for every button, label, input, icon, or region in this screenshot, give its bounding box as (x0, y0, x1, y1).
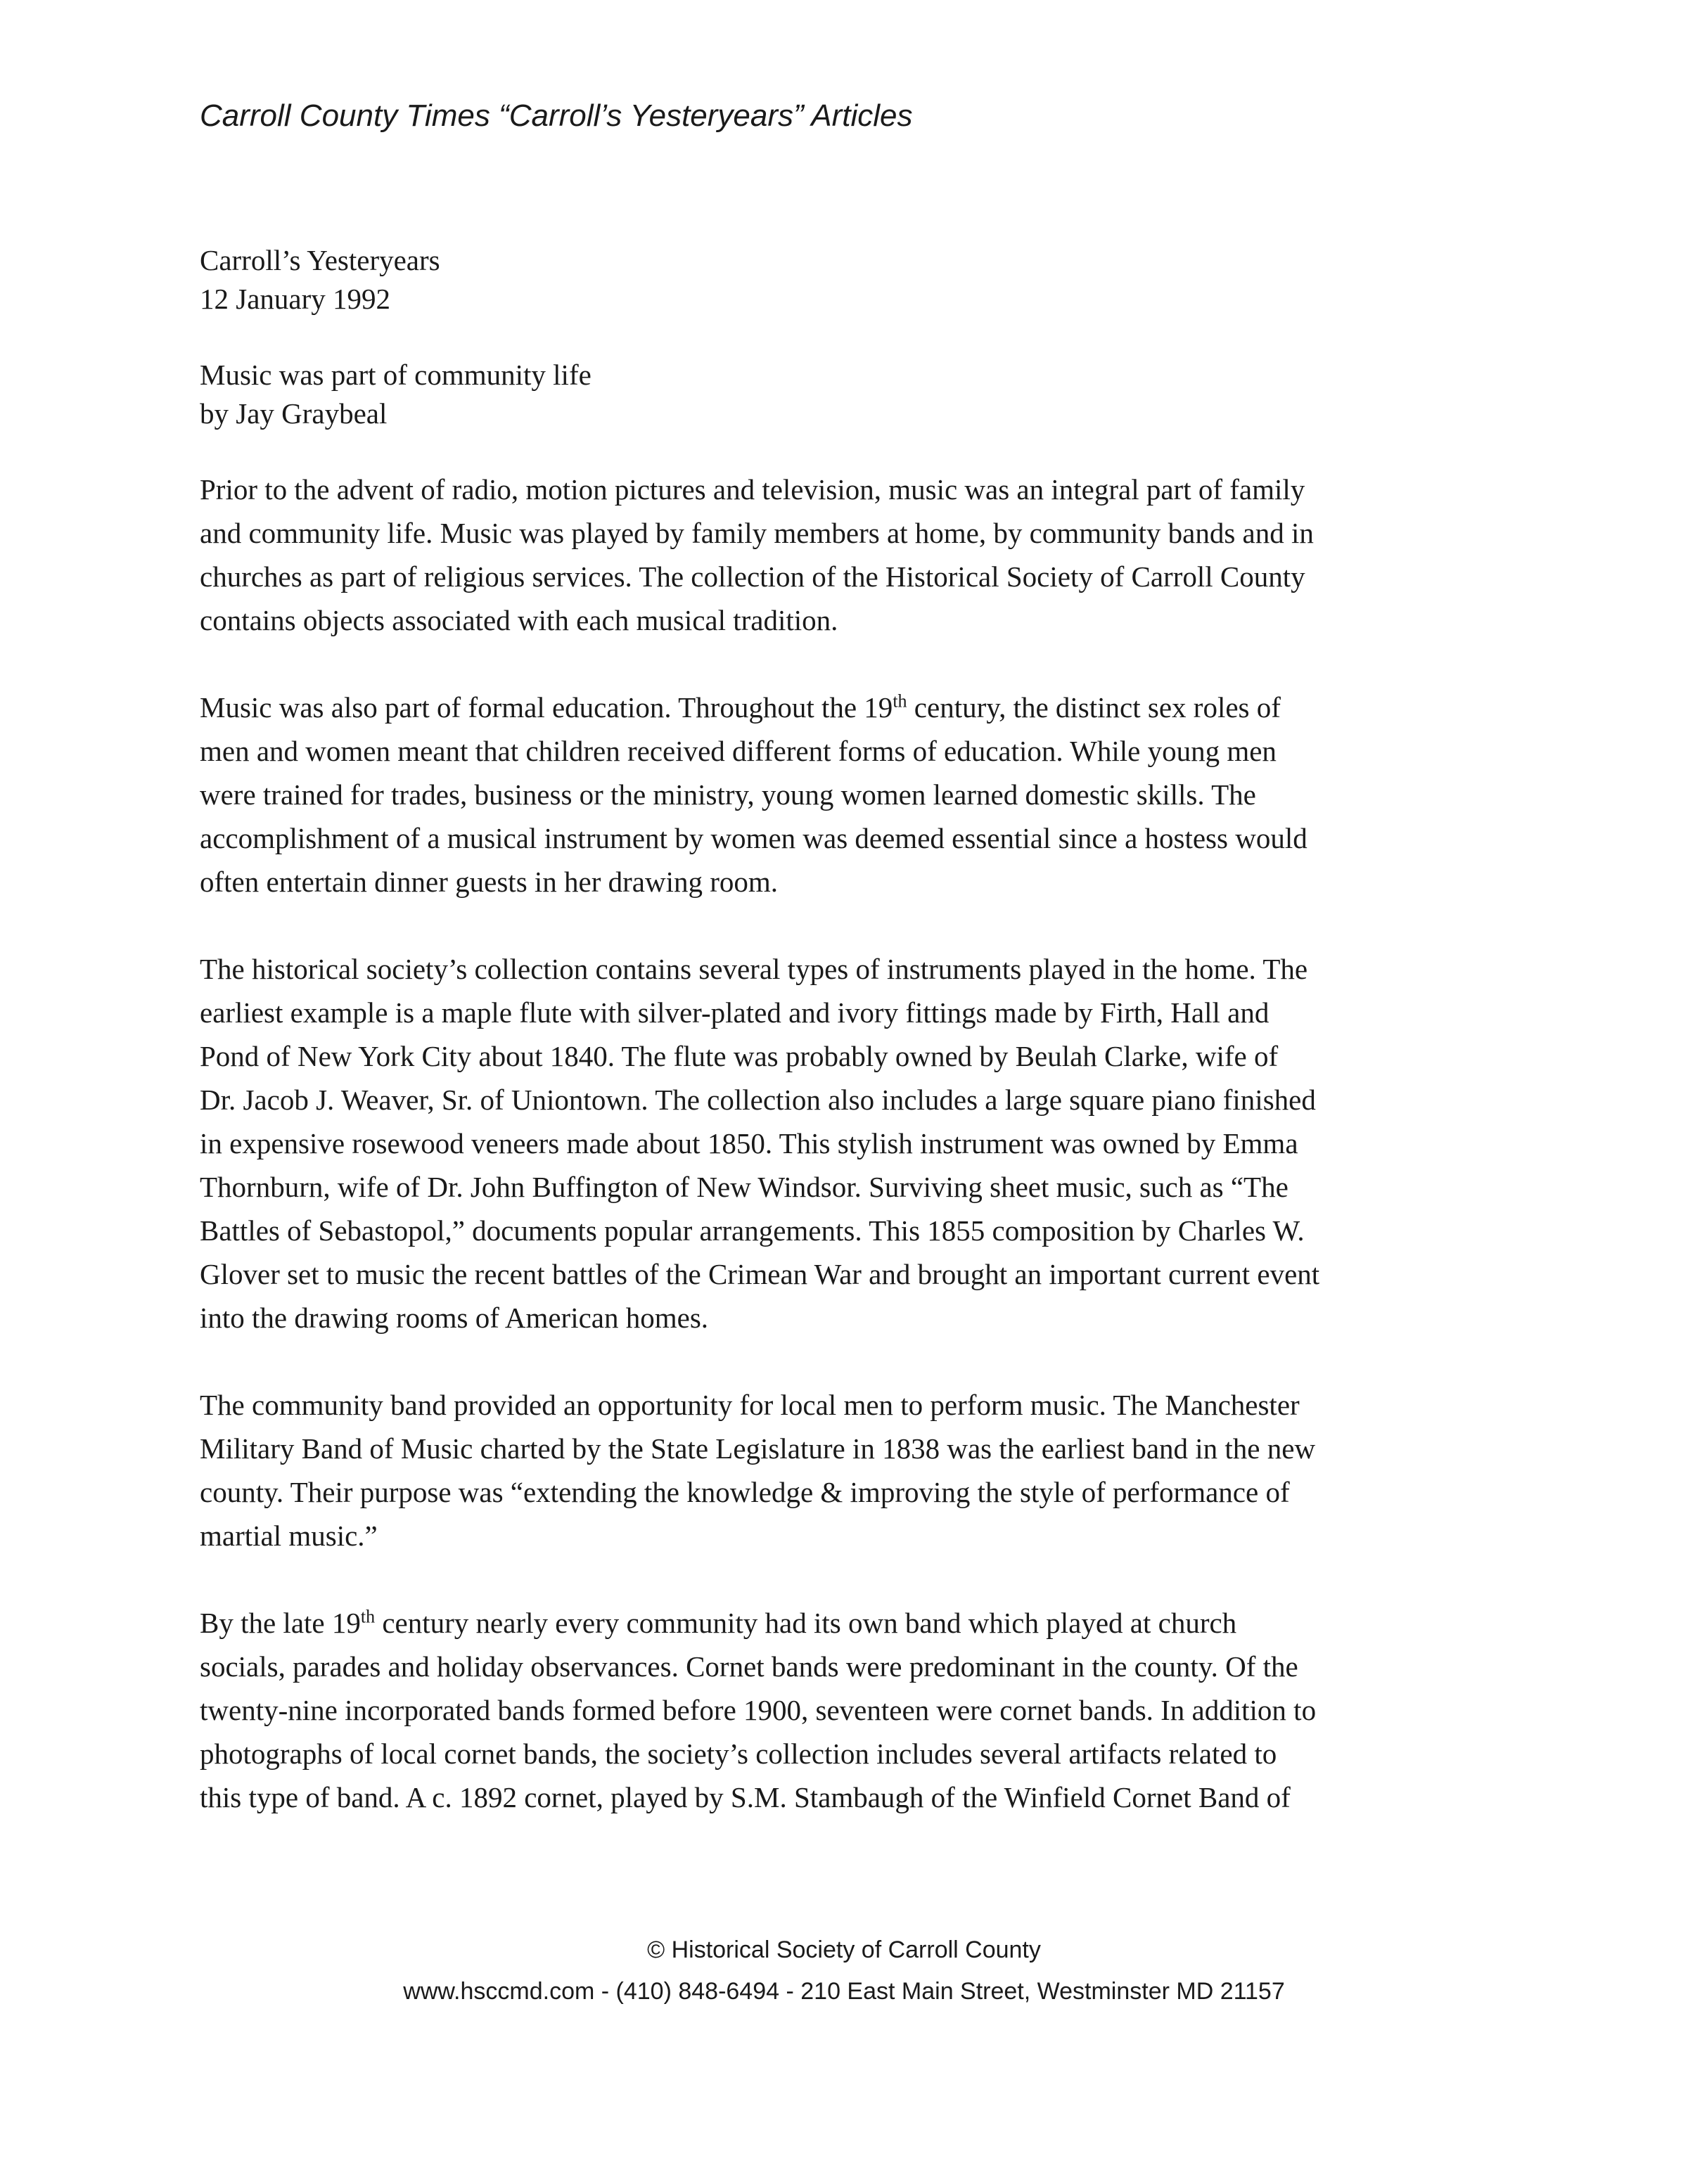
article-heading (200, 356, 592, 433)
footer-copyright: © Historical Society of Carroll County (647, 1936, 1041, 1963)
text-line (200, 686, 1508, 729)
text-line: men and women meant that children received different forms of education. While young men (200, 735, 1277, 767)
text-line: socials, parades and holiday observances. Cornet bands were predominant in the county. Of the (200, 1650, 1298, 1683)
article-column-info (200, 241, 440, 319)
text-line: Pond of New York City about 1840. The flute was probably owned by Beulah Clarke, wife of (200, 1040, 1279, 1072)
article-byline: by Jay Graybeal (200, 397, 388, 430)
paragraph-5 (200, 1601, 1508, 1819)
text-line: Dr. Jacob J. Weaver, Sr. of Uniontown. The collection also includes a large square piano finished (200, 1084, 1316, 1116)
text-line: contains objects associated with each musical tradition. (200, 604, 838, 636)
text-line (200, 1601, 1508, 1645)
text-line: Glover set to music the recent battles of the Crimean War and brought an important current event (200, 1258, 1320, 1290)
paragraph-4 (200, 1383, 1508, 1557)
text-line: martial music.” (200, 1520, 378, 1552)
paragraph-2 (200, 686, 1508, 904)
text-line: Military Band of Music charted by the State Legislature in 1838 was the earliest band in the new (200, 1432, 1316, 1465)
page-header: Carroll County Times “Carroll’s Yesteryears” Articles (200, 98, 913, 133)
text-line: were trained for trades, business or the ministry, young women learned domestic skills. The (200, 778, 1256, 811)
text-segment: century nearly every community had its own band which played at church (375, 1607, 1237, 1639)
footer-contact: www.hsccmd.com - (410) 848-6494 - 210 East Main Street, Westminster MD 21157 (403, 1978, 1285, 2005)
text-line: The historical society’s collection contains several types of instruments played in the home. The (200, 953, 1308, 985)
page-footer (0, 1929, 1688, 2012)
text-line: in expensive rosewood veneers made about 1850. This stylish instrument was owned by Emma (200, 1127, 1298, 1160)
article-body (200, 468, 1508, 1863)
text-line: twenty-nine incorporated bands formed before 1900, seventeen were cornet bands. In addition to (200, 1694, 1317, 1726)
text-line: and community life. Music was played by family members at home, by community bands and in (200, 517, 1314, 549)
superscript: th (360, 1606, 376, 1627)
text-line: this type of band. A c. 1892 cornet, played by S.M. Stambaugh of the Winfield Cornet Band of (200, 1781, 1291, 1813)
text-line: earliest example is a maple flute with silver-plated and ivory fittings made by Firth, Hall and (200, 996, 1270, 1029)
superscript: th (893, 690, 907, 712)
text-line: Thornburn, wife of Dr. John Buffington of New Windsor. Surviving sheet music, such as “The (200, 1171, 1289, 1203)
text-line: county. Their purpose was “extending the knowledge & improving the style of performance of (200, 1476, 1290, 1508)
column-name: Carroll’s Yesteryears (200, 244, 440, 276)
text-line: accomplishment of a musical instrument by women was deemed essential since a hostess would (200, 822, 1307, 854)
paragraph-1 (200, 468, 1508, 642)
article-date: 12 January 1992 (200, 283, 391, 315)
paragraph-3 (200, 947, 1508, 1340)
text-segment: Music was also part of formal education. Throughout the 19 (200, 691, 893, 724)
text-line: The community band provided an opportunity for local men to perform music. The Manchester (200, 1389, 1300, 1421)
text-line: churches as part of religious services. The collection of the Historical Society of Carroll County (200, 560, 1305, 593)
text-segment: By the late 19 (200, 1607, 361, 1639)
text-line: into the drawing rooms of American homes. (200, 1302, 709, 1334)
text-segment: century, the distinct sex roles of (907, 691, 1281, 724)
article-title: Music was part of community life (200, 359, 592, 391)
text-line: photographs of local cornet bands, the society’s collection includes several artifacts related to (200, 1737, 1277, 1770)
text-line: Battles of Sebastopol,” documents popular arrangements. This 1855 composition by Charles W. (200, 1214, 1305, 1247)
text-line: often entertain dinner guests in her drawing room. (200, 866, 779, 898)
text-line: Prior to the advent of radio, motion pictures and television, music was an integral part of family (200, 473, 1305, 506)
